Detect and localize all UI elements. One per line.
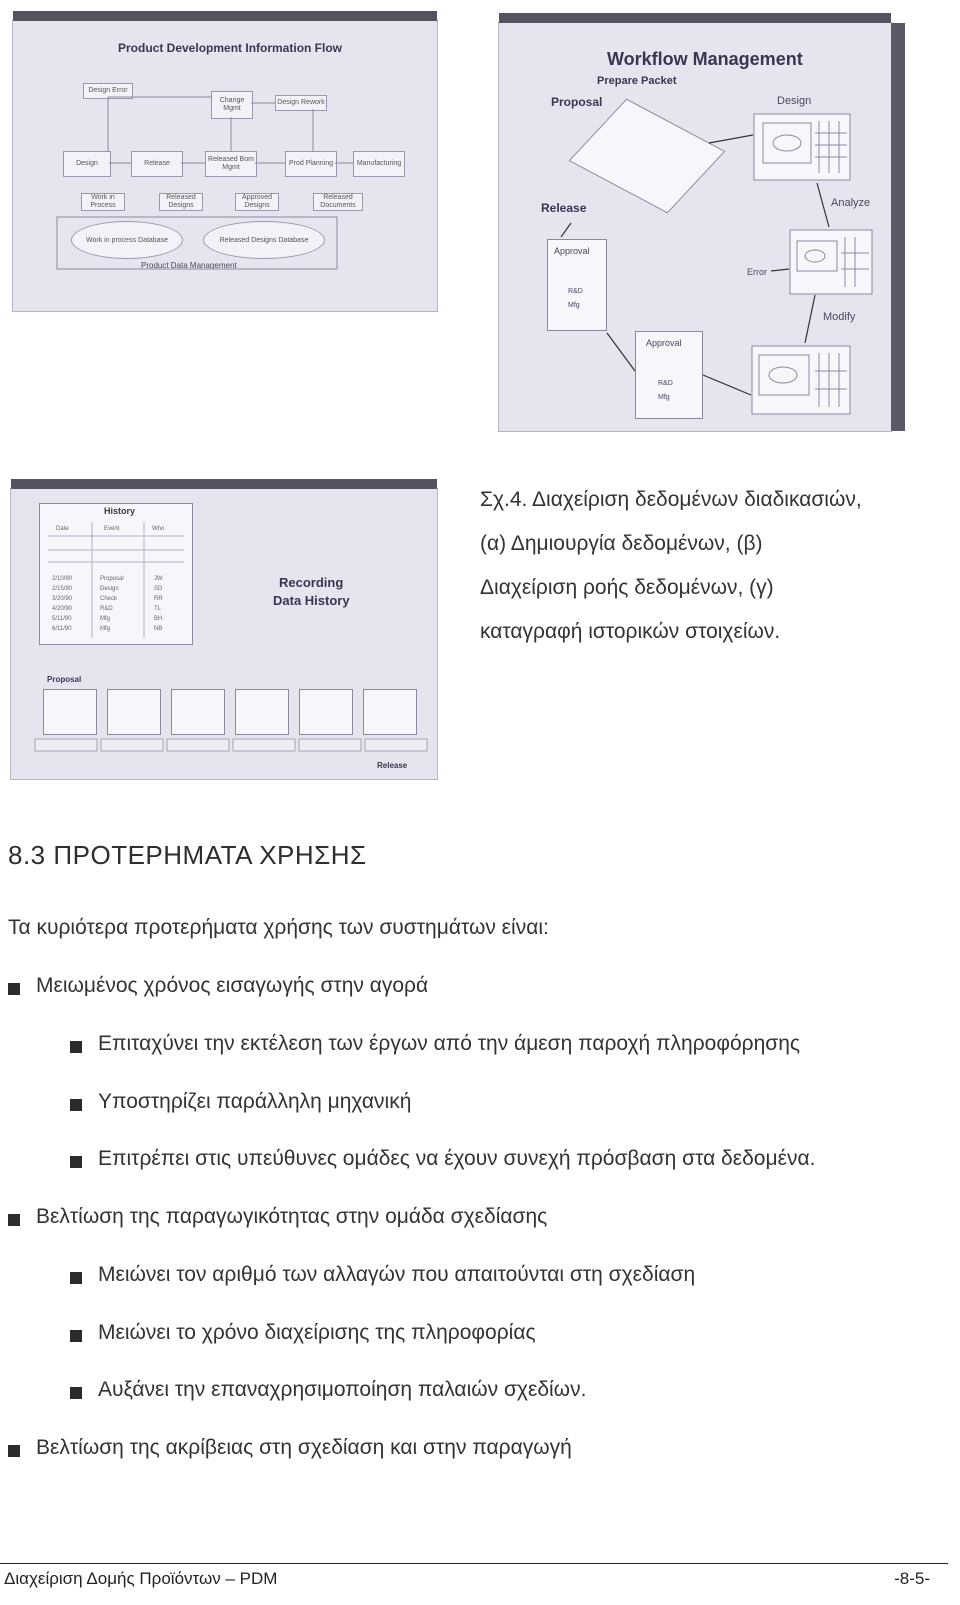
panel-edge xyxy=(11,479,437,489)
caption-line: καταγραφή ιστορικών στοιχείων. xyxy=(480,620,781,643)
sub-bullet-item: Αυξάνει την επαναχρησιμοποίηση παλαιών σχεδίων. xyxy=(98,1378,587,1401)
bullet-square-icon xyxy=(70,1272,82,1284)
database-oval: Work in process Database xyxy=(71,221,183,259)
history-cell: 3/20/90 xyxy=(52,596,73,602)
figure-a-title: Product Development Information Flow xyxy=(118,41,343,55)
history-col-header: Event xyxy=(104,526,120,532)
bullet-square-icon xyxy=(70,1387,82,1399)
bullet-square-icon xyxy=(70,1099,82,1111)
approval-label: Approval xyxy=(646,338,682,348)
history-col-header: Who xyxy=(152,526,165,532)
panel-edge xyxy=(499,13,891,23)
history-cell: Proposal xyxy=(100,576,124,582)
history-cell: R&D xyxy=(100,606,113,612)
figure-a-panel xyxy=(12,20,438,312)
flow-box: Approved Designs xyxy=(235,193,279,211)
bullet-square-icon xyxy=(8,1445,20,1457)
release-label: Release xyxy=(541,201,587,215)
modify-label: Modify xyxy=(823,311,856,323)
approval-label: Approval xyxy=(554,246,590,256)
history-cell: 6/11/90 xyxy=(52,626,72,632)
proposal-label: Proposal xyxy=(551,95,603,109)
proposal-label: Proposal xyxy=(47,675,82,684)
history-cell: RR xyxy=(154,596,163,602)
database-oval: Released Designs Database xyxy=(203,221,325,259)
flow-box: Released Documents xyxy=(313,193,363,211)
section-heading: 8.3 ΠΡΟΤΕΡΗΜΑΤΑ ΧΡΗΣΗΣ xyxy=(8,840,367,870)
footer-title: Διαχείριση Δομής Προϊόντων – PDM xyxy=(4,1569,278,1588)
rd-label: R&D xyxy=(568,288,583,295)
bullet-item: Μειωμένος χρόνος εισαγωγής στην αγορά xyxy=(36,974,429,997)
release-label: Release xyxy=(377,761,408,770)
mfg-label: Mfg xyxy=(568,302,580,309)
history-cell: Mfg xyxy=(100,616,111,622)
history-col-header: Date xyxy=(56,526,69,532)
history-cell: 2/15/90 xyxy=(52,586,73,592)
flow-arrows xyxy=(13,21,437,311)
workflow-arrows xyxy=(499,23,891,431)
rd-label: R&D xyxy=(658,380,673,387)
figure-b-title: Workflow Management xyxy=(607,49,803,69)
sub-bullet-item: Επιταχύνει την εκτέλεση των έργων από την άμεση παροχή πληροφόρησης xyxy=(98,1032,801,1055)
analyze-label: Analyze xyxy=(831,197,871,209)
bullet-square-icon xyxy=(8,1214,20,1226)
sub-bullet-item: Υποστηρίζει παράλληλη μηχανική xyxy=(98,1090,412,1113)
bullet-item: Βελτίωση της ακρίβειας στη σχεδίαση και στην παραγωγή xyxy=(36,1436,572,1459)
figure-a-footer: Product Data Management xyxy=(141,261,237,270)
recording-label: Recording xyxy=(279,575,344,590)
bullet-item: Βελτίωση της παραγωγικότητας στην ομάδα σχεδίασης xyxy=(36,1205,548,1228)
design-label: Design xyxy=(777,95,812,107)
footer-rule xyxy=(0,1563,948,1564)
caption-line: (α) Δημιουργία δεδομένων, (β) xyxy=(480,532,763,555)
panel-edge xyxy=(13,11,437,21)
flow-box: Design Rework xyxy=(275,95,327,111)
flow-box: Design Error xyxy=(83,83,133,99)
flow-box: Released Designs xyxy=(159,193,203,211)
history-cell: 5/11/90 xyxy=(52,616,72,622)
history-cell: TL xyxy=(154,606,162,612)
error-label: Error xyxy=(747,267,767,277)
bullet-square-icon xyxy=(70,1041,82,1053)
history-cell: BH xyxy=(154,616,163,622)
bullet-square-icon xyxy=(8,983,20,995)
figure-caption xyxy=(480,478,950,654)
figure-c-panel xyxy=(10,488,438,780)
flow-box: Work in Process xyxy=(81,193,125,211)
panel-edge xyxy=(891,23,905,431)
caption-line: Σχ.4. Διαχείριση δεδομένων διαδικασιών, xyxy=(480,488,862,511)
data-history-label: Data History xyxy=(273,593,350,608)
flow-box: Design xyxy=(63,151,111,177)
history-cell: Mfg xyxy=(100,626,111,632)
sub-bullet-item: Επιτρέπει στις υπεύθυνες ομάδες να έχουν συνεχή πρόσβαση στα δεδομένα. xyxy=(98,1147,816,1170)
section-intro: Τα κυριότερα προτερήματα χρήσης των συστημάτων είναι: xyxy=(8,916,549,939)
history-cell: 4/20/90 xyxy=(52,606,73,612)
page-number: -8-5- xyxy=(894,1569,930,1588)
prepare-packet-label: Prepare Packet xyxy=(597,75,677,87)
caption-line: Διαχείριση ροής δεδομένων, (γ) xyxy=(480,576,774,599)
flow-box: Released Bom Mgmt xyxy=(205,151,257,177)
flow-box: Manufacturing xyxy=(353,151,405,177)
flow-box: Change Mgmt xyxy=(211,91,253,119)
history-cell: SD xyxy=(154,586,163,592)
history-cell: 2/10/90 xyxy=(52,576,73,582)
figure-b-panel xyxy=(498,22,892,432)
history-cell: Design xyxy=(100,586,119,592)
history-cell: Check xyxy=(100,596,118,602)
bullet-square-icon xyxy=(70,1330,82,1342)
flow-box: Release xyxy=(131,151,183,177)
sub-bullet-item: Μειώνει τον αριθμό των αλλαγών που απαιτούνται στη σχεδίαση xyxy=(98,1263,696,1286)
history-cell: NB xyxy=(154,626,163,632)
mfg-label: Mfg xyxy=(658,394,670,401)
stage-rows xyxy=(11,489,437,779)
sub-bullet-item: Μειώνει το χρόνο διαχείρισης της πληροφορίας xyxy=(98,1321,536,1344)
flow-box: Prod Planning xyxy=(285,151,337,177)
bullet-square-icon xyxy=(70,1156,82,1168)
history-cell: JW xyxy=(154,576,163,582)
history-title: History xyxy=(104,506,136,516)
